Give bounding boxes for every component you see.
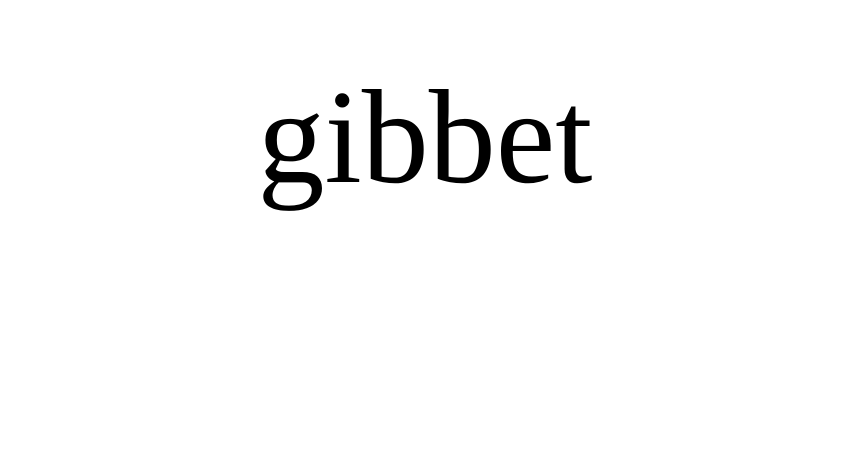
displayed-word: gibbet [257,63,593,211]
